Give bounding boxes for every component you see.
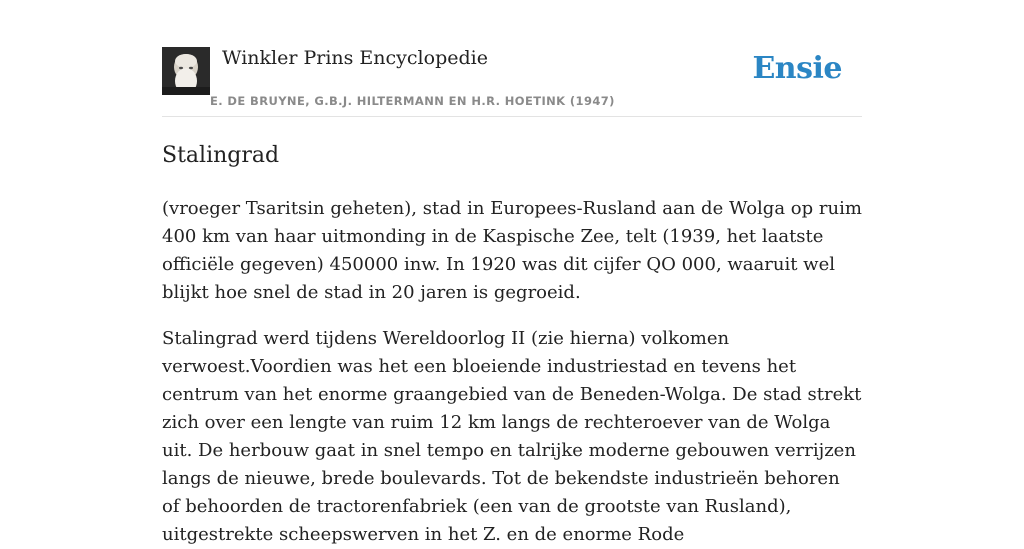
article-paragraph: (vroeger Tsaritsin geheten), stad in Europees-Rusland aan de Wolga op ruim 400 km van haar uitmonding in de Kaspische Zee, telt (1939, het laatste officiële gegeven) 450000 inw. In 1920 was dit cijfer QO 000, waaruit wel blijkt hoe snel de stad in 20 jaren is gegroeid. — [162, 198, 862, 303]
publication-title[interactable]: Winkler Prins Encyclopedie — [222, 47, 488, 69]
portrait-image — [162, 47, 210, 95]
publication-header — [162, 0, 862, 117]
article-paragraph: Stalingrad werd tijdens Wereldoorlog II (zie hierna) volkomen verwoest.Voordien was het een bloeiende industriestad en tevens het centrum van het enorme graangebied van de Beneden-Wolga. De stad strekt zich over een lengte van ruim 12 km langs de rechteroever van de Wolga uit. De herbouw gaat in snel tempo en talrijke moderne gebouwen verrijzen langs de nieuwe, brede boulevards. Tot de bekendste industrieën behoren of behoorden de tractorenfabriek (een van de grootste van Rusland), uitgestrekte scheepswerven in het Z. en de enorme Rode — [162, 328, 862, 545]
brand-logo[interactable]: Ensie — [752, 51, 842, 86]
author-portrait-icon — [162, 47, 210, 95]
article-title: Stalingrad — [162, 143, 280, 168]
page-container — [162, 0, 862, 549]
publication-authors: E. DE BRUYNE, G.B.J. HILTERMANN EN H.R. HOETINK (1947) — [210, 94, 615, 108]
article-body — [162, 195, 862, 549]
